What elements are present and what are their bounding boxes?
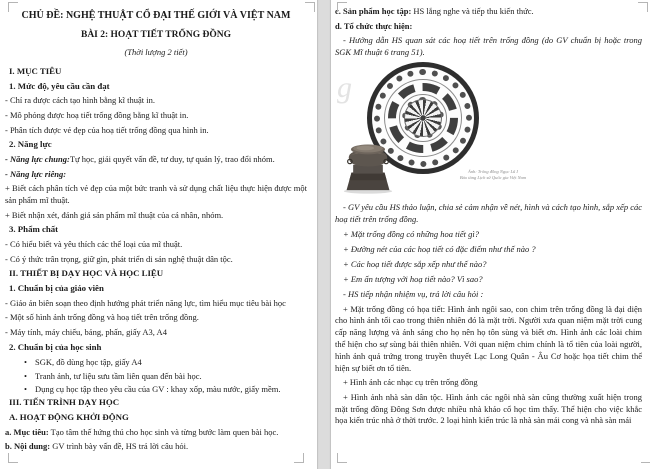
run-text: Tạo tâm thế hứng thú cho học sinh và từng bước làm quen bài học.: [48, 426, 279, 437]
run-text: SGK, đồ dùng học tập, giấy A4: [35, 357, 142, 368]
bronze-drum-photo: [335, 138, 401, 196]
run-text: I. MỤC TIÊU: [9, 65, 62, 76]
heading-line: [5, 283, 307, 295]
run-text: - Giáo án biên soạn theo định hướng phát triển năng lực, tìm hiểu mục tiêu bài học: [5, 297, 286, 308]
run-label: b. Nội dung:: [5, 441, 51, 452]
text-line: [335, 377, 642, 389]
run-label: - Năng lực riêng:: [5, 168, 67, 179]
page-left-content: [5, 9, 307, 453]
run-text: 1. Mức độ, yêu cầu cần đạt: [9, 80, 110, 91]
heading-line: [5, 81, 307, 93]
run-text: HS lắng nghe và tiếp thu kiến thức.: [411, 6, 534, 16]
page-right-content-top: [335, 6, 642, 59]
text-boundary-mark: [8, 2, 18, 12]
run-label: - Năng lực chung:: [5, 153, 70, 164]
text-line: [5, 312, 307, 324]
text-line: [335, 244, 642, 256]
heading-line: [5, 139, 307, 151]
heading-line: [5, 66, 307, 78]
text-line: [5, 370, 307, 382]
watermark: g: [337, 70, 352, 104]
run-text: - HS tiếp nhận nhiệm vụ, trả lời câu hỏi :: [343, 288, 484, 299]
heading-line: [5, 268, 307, 280]
document-page-left: [0, 0, 318, 469]
run-text: - Một số hình ảnh trống đồng và hoạ tiết trên trống đồng.: [5, 312, 199, 323]
text-line: [5, 254, 307, 266]
run-text: - Mô phỏng được hoạ tiết trống đồng bằng kĩ thuật in.: [5, 109, 189, 120]
text-line: [5, 298, 307, 310]
text-boundary-mark: [294, 453, 304, 463]
page-gutter: [319, 0, 329, 469]
text-boundary-mark: [337, 453, 347, 463]
text-line: [5, 327, 307, 339]
figure-caption-line2: Bảo tàng Lịch sử Quốc gia Việt Nam: [459, 174, 527, 180]
text-line: [5, 47, 307, 59]
run-text: + Biết nhận xét, đánh giá sản phẩm mĩ thuật của cá nhân, nhóm.: [5, 209, 224, 220]
run-text: - Phân tích được vẻ đẹp của hoạ tiết trống đồng qua hình in.: [5, 124, 209, 135]
run-label: d. Tổ chức thực hiện:: [335, 20, 413, 31]
text-boundary-mark: [638, 2, 648, 12]
text-line: [335, 304, 642, 375]
run-text: 3. Phẩm chất: [9, 224, 59, 235]
text-line: [5, 239, 307, 251]
text-line: [5, 154, 307, 166]
text-line: [335, 392, 642, 427]
drum-center-star: [404, 99, 442, 137]
text-line: [5, 169, 307, 181]
text-boundary-mark: [8, 453, 18, 463]
text-line: [335, 274, 642, 286]
run-text: - Có hiểu biết và yêu thích các thể loại của mĩ thuật.: [5, 238, 183, 249]
figure-caption-line1: Ảnh: Trống đồng Ngọc Lũ I: [468, 168, 518, 174]
heading-line: [5, 412, 307, 424]
bronze-drum-figure: [335, 62, 642, 198]
text-line: [5, 125, 307, 137]
run-text: CHỦ ĐỀ: NGHỆ THUẬT CỔ ĐẠI THẾ GIỚI VÀ VIỆT NAM: [21, 10, 291, 21]
run-text: + Mặt trống đồng có họa tiết: Hình ảnh ngôi sao, con chim trên trống đồng là đại diện cho hình ảnh tối cao trong thiên nhiên đó là mặt trời. Người xưa quan niệm mặt trời cung cấp năng lượng và ánh sáng cho họ nên họ tôn sùng và biết ơn. Hình ảnh các loài chim thể hiện cho sự sùng bái thiên nhiên. Với quan niệm chim chính là tổ tiên của loài người, hình ảnh quả trứng trong truyền thuyết Lạc Long Quân - Âu Cơ hoặc họa tiết chim thể hiện sự biết ơn tổ tiên.: [335, 303, 642, 373]
text-boundary-mark: [337, 2, 347, 12]
run-text: - Chỉ ra được cách tạo hình bằng kĩ thuật in.: [5, 95, 156, 106]
document-page-right: [330, 0, 650, 469]
heading-line: [5, 342, 307, 354]
run-text: - Có ý thức trân trọng, giữ gìn, phát triển di sản nghệ thuật dân tộc.: [5, 253, 233, 264]
run-text: II. THIẾT BỊ DẠY HỌC VÀ HỌC LIỆU: [9, 268, 164, 279]
text-line: [5, 441, 307, 453]
run-text: + Hình ảnh nhà sàn dân tộc. Hình ảnh các ngôi nhà sàn cũng thường xuất hiện trong mặt trống đồng Đông Sơn được nhiều nhà khảo cổ học tìm thấy. Thể hiện cho việc khắc họa kiến trúc nhà ở thời trước. 2 loại hình kiến trúc là nhà sàn mái cong và nhà sàn mái: [335, 391, 642, 426]
text-line: [335, 21, 642, 33]
heading-line: [5, 397, 307, 409]
run-text: 2. Năng lực: [9, 139, 52, 150]
heading-line: [5, 224, 307, 236]
run-label: c. Sản phẩm học tập:: [335, 6, 412, 16]
text-line: [5, 356, 307, 368]
figure-caption: [433, 169, 553, 181]
text-line: [5, 427, 307, 439]
run-text: + Em ấn tượng với hoạ tiết nào? Vì sao?: [343, 273, 483, 284]
run-label: a. Mục tiêu:: [5, 426, 49, 437]
text-line: [335, 202, 642, 226]
text-line: [5, 110, 307, 122]
text-line: [335, 229, 642, 241]
run-text: III. TIẾN TRÌNH DẠY HỌC: [9, 397, 120, 408]
run-text: GV trình bày vấn đề, HS trả lời câu hỏi.: [50, 441, 189, 452]
run-text: Dụng cụ học tập theo yêu cầu của GV : khay xốp, màu nước, giấy mềm.: [35, 384, 281, 395]
text-line: [5, 29, 307, 41]
text-line: [5, 210, 307, 222]
text-line: [5, 383, 307, 395]
run-text: Tự học, giải quyết vấn đề, tư duy, tự quản lý, trao đổi nhóm.: [69, 153, 275, 164]
text-boundary-mark: [305, 2, 315, 12]
text-line: [335, 6, 642, 18]
run-text: + Các hoạ tiết được sắp xếp như thế nào?: [343, 258, 487, 269]
page-right-content-bottom: [335, 202, 642, 427]
text-line: [5, 9, 307, 22]
text-line: [5, 183, 307, 207]
run-text: + Hình ảnh các nhạc cụ trên trống đồng: [343, 377, 478, 388]
run-text: + Mặt trống đồng có những hoa tiết gì?: [343, 228, 479, 239]
run-text: - Hướng dẫn HS quan sát các hoạ tiết trên trống đồng (do GV chuẩn bị hoặc trong SGK Mĩ thuật 6 trang 51).: [335, 35, 642, 57]
run-text: 2. Chuẩn bị của học sinh: [9, 341, 102, 352]
text-boundary-mark: [641, 453, 650, 463]
text-line: [5, 95, 307, 107]
run-text: + Đường nét của các hoạ tiết có đặc điểm như thế nào ?: [343, 243, 536, 254]
run-text: - GV yêu cầu HS thảo luận, chia sẻ cảm nhận về nét, hình và cách tạo hình, sắp xếp các hoạ tiết trên trống đồng.: [335, 201, 642, 224]
run-text: Tranh ảnh, tư liệu sưu tầm liên quan đến bài học.: [35, 370, 202, 381]
run-text: - Máy tính, máy chiếu, bảng, phấn, giấy A3, A4: [5, 326, 167, 337]
run-text: (Thời lượng 2 tiết): [124, 47, 188, 57]
text-line: [335, 289, 642, 301]
text-line: [335, 259, 642, 271]
text-line: [335, 35, 642, 59]
run-text: BÀI 2: HOẠT TIẾT TRỐNG ĐỒNG: [80, 30, 231, 40]
run-text: 1. Chuẩn bị của giáo viên: [9, 282, 104, 293]
run-text: A. HOẠT ĐỘNG KHỞI ĐỘNG: [9, 411, 129, 422]
run-text: + Biết cách phân tích vẻ đẹp của một bức tranh và sử dụng chất liệu thực hiện được một sản phẩm mĩ thuật.: [5, 183, 307, 205]
